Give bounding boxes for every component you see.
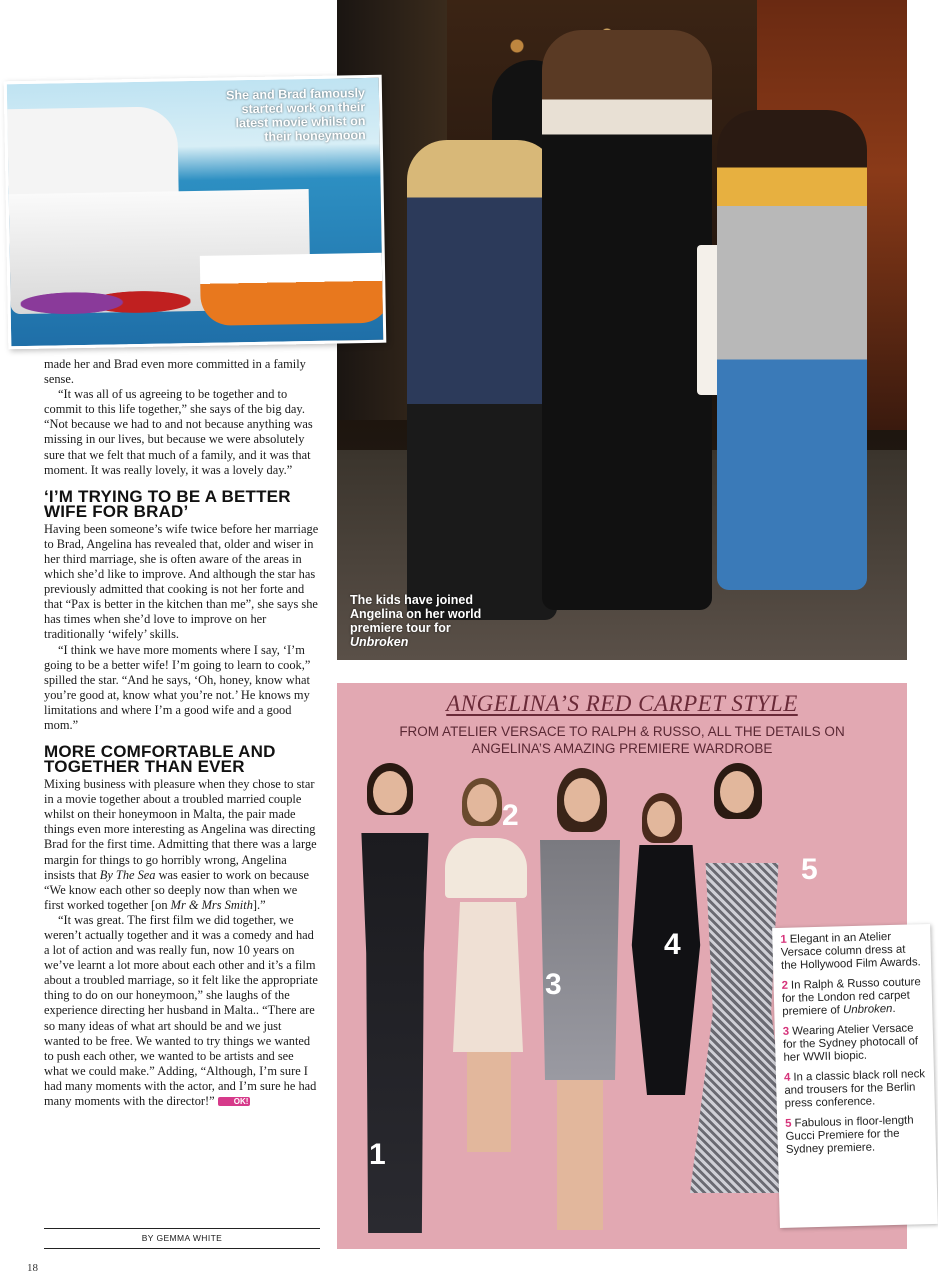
film-title: Mr & Mrs Smith xyxy=(170,897,253,912)
text-run: Mixing business with pleasure when they chose to star in a movie together about a troubled married couple whilst on their honeymoon in Malta, the pair made things even more interesting as Angelina was directing Brad for the first time. Admitting that there was a large margin for things to go horribly wrong, Angelina insists that xyxy=(44,777,317,882)
section-heading: ‘I’M TRYING TO BE A BETTER WIFE FOR BRAD’ xyxy=(44,486,291,521)
look-number-5: 5 xyxy=(801,853,818,886)
article-paragraph: Having been someone’s wife twice before her marriage to Brad, Angelina has revealed that, older and wiser in her third marriage, she is often aware of the areas in which she’d like to improve. And although the star has previously admitted that cooking is not her forte and that “Pax is better in the kitchen than me”, she says she has times when she’d love to improve on her traditionally ‘wifely’ skills. xyxy=(44,521,319,642)
section-heading: MORE COMFORTABLE AND TOGETHER THAN EVER xyxy=(44,742,276,777)
angelina-figure xyxy=(542,30,712,610)
article-body xyxy=(44,357,320,1109)
legend-item-1: 1 Elegant in an Atelier Versace column dress at the Hollywood Film Awards. xyxy=(780,931,921,972)
article-paragraph: “It was all of us agreeing to be together and to commit to this life together,” she says of the big day. “Not because we had to and not because anything was missing in our lives, but because we were absolutely sure that we felt that much of a family, and it was that moment. It was really lovely, it was a lovely day.” xyxy=(44,387,313,477)
kids-caption xyxy=(350,593,500,649)
ok-logo: OK! xyxy=(218,1097,251,1106)
yacht-photo xyxy=(4,75,387,350)
yacht-upper-deck xyxy=(7,106,179,204)
panel-subtitle: FROM ATELIER VERSACE TO RALPH & RUSSO, ALL THE DETAILS ON ANGELINA’S AMAZING PREMIERE WARDROBE xyxy=(399,724,845,756)
street-photo xyxy=(337,0,907,660)
legend-item-3: 3 Wearing Atelier Versace for the Sydney photocall of her WWII biopic. xyxy=(782,1022,919,1064)
look-number-3: 3 xyxy=(545,968,562,1001)
look-number-1: 1 xyxy=(369,1138,386,1171)
panel-title: ANGELINA’S RED CARPET STYLE xyxy=(446,691,798,716)
kids-caption-text: The kids have joined Angelina on her world premiere tour for xyxy=(350,593,482,635)
inflatable-toys xyxy=(20,276,191,329)
article-paragraph: made her and Brad even more committed in a family sense. xyxy=(44,357,306,387)
legend-item-5: 5 Fabulous in floor-length Gucci Premiere for the Sydney premiere. xyxy=(785,1114,914,1156)
film-title: By The Sea xyxy=(99,867,156,882)
text-run: ].” xyxy=(252,897,266,912)
legend-item-2: 2 In Ralph & Russo couture for the London red carpet premiere of Unbroken. xyxy=(781,976,921,1018)
legend-item-4: 4 In a classic black roll neck and trousers for the Berlin press conference. xyxy=(783,1068,926,1110)
boy-figure xyxy=(407,140,557,620)
honeymoon-caption: She and Brad famously started work on their latest movie whilst on their honeymoon xyxy=(225,86,366,144)
look-number-2: 2 xyxy=(502,799,519,832)
style-legend-card xyxy=(772,924,938,1228)
byline: BY GEMMA WHITE xyxy=(141,1233,223,1243)
article-paragraph: “I think we have more moments where I say, ‘I’m going to be a better wife! I’m going to learn to cook,” spilled the star. “And he says, ‘Oh, honey, know what you’re good at, know what you’re not.’ He knows my limitations and where I’m a good wife and a good mom.” xyxy=(44,642,311,732)
speedboat xyxy=(200,253,387,326)
text-run: was easier to work on because “We know each other so deeply now than when we first worked together [on xyxy=(44,867,309,912)
kids-caption-film: Unbroken xyxy=(350,635,409,649)
look-number-4: 4 xyxy=(664,928,681,961)
article-paragraph xyxy=(44,913,320,1109)
byline-rule-top xyxy=(44,1228,320,1229)
article-paragraph xyxy=(44,777,320,913)
page-number: 18 xyxy=(27,1262,38,1274)
byline-rule-bottom xyxy=(44,1248,320,1249)
text-run: “It was great. The first film we did together, we weren’t actually together and it was a comedy and had a lot of action and was really fun, now 10 years on we’ve learnt a lot more about each other and it’s a film about a troubled marriage, so it felt like the appropriate thing to do on our honeymoon,” she laughs of the experience directing her husband in Malta.. “There are so many ideas of what art should be and we just wanted to be free. We wanted to try things we wanted to push each other, we wanted to be artists and see what we could make.” Adding, “Although, I’m sure I had many moments with the actor, and I’m sure he had many moments with the director!” xyxy=(44,912,318,1109)
girl-figure xyxy=(717,110,867,590)
